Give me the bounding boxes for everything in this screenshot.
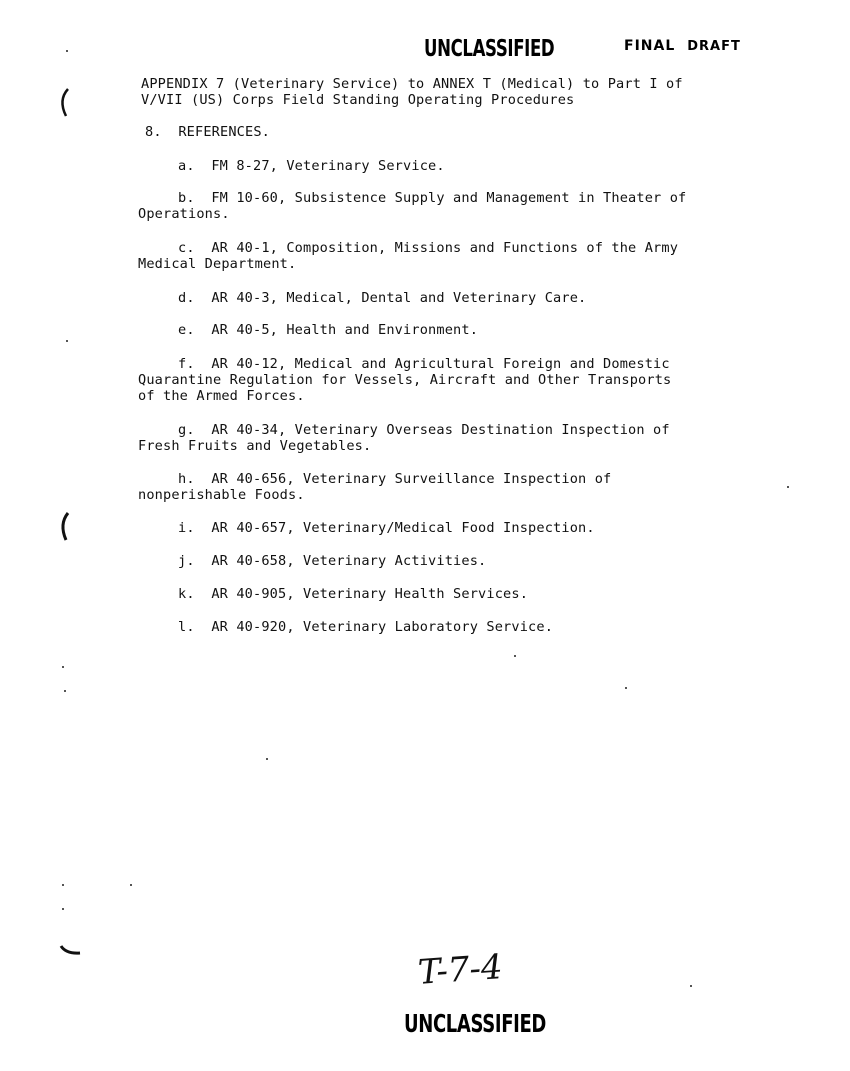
reference-f-cont-2: of the Armed Forces.: [138, 388, 305, 404]
reference-d: d. AR 40-3, Medical, Dental and Veterinary Care.: [178, 290, 587, 306]
scan-speck: [625, 687, 627, 689]
reference-f-cont-1: Quarantine Regulation for Vessels, Aircraft and Other Transports: [138, 372, 672, 388]
reference-g: g. AR 40-34, Veterinary Overseas Destination Inspection of: [178, 422, 670, 438]
scan-speck: [266, 758, 268, 760]
section-heading: 8. REFERENCES.: [145, 124, 271, 140]
binder-hole-mark-icon: [58, 942, 84, 958]
document-title-line-1: APPENDIX 7 (Veterinary Service) to ANNEX T (Medical) to Part I of: [141, 76, 683, 92]
scan-speck: [130, 884, 132, 886]
scan-speck: [66, 50, 68, 52]
binder-hole-mark-icon: [54, 510, 74, 544]
reference-i: i. AR 40-657, Veterinary/Medical Food Inspection.: [178, 520, 595, 536]
scan-speck: [62, 884, 64, 886]
reference-h: h. AR 40-656, Veterinary Surveillance Inspection of: [178, 471, 612, 487]
reference-k: k. AR 40-905, Veterinary Health Services.: [178, 586, 529, 602]
reference-h-cont: nonperishable Foods.: [138, 487, 305, 503]
reference-e: e. AR 40-5, Health and Environment.: [178, 322, 479, 338]
reference-f: f. AR 40-12, Medical and Agricultural Foreign and Domestic: [178, 356, 670, 372]
classification-stamp-top: UNCLASSIFIED: [424, 36, 555, 62]
final-label: FINAL: [624, 38, 676, 54]
reference-b-cont: Operations.: [138, 206, 230, 222]
scan-speck: [66, 340, 68, 342]
draft-label: DRAFT: [687, 39, 741, 54]
reference-c: c. AR 40-1, Composition, Missions and Functions of the Army: [178, 240, 679, 256]
scan-speck: [64, 690, 66, 692]
scan-speck: [514, 655, 516, 657]
binder-hole-mark-icon: [54, 86, 74, 120]
reference-a: a. FM 8-27, Veterinary Service.: [178, 158, 445, 174]
reference-b: b. FM 10-60, Subsistence Supply and Management in Theater of: [178, 190, 687, 206]
draft-status-label: [624, 38, 741, 54]
scan-speck: [62, 908, 64, 910]
reference-c-cont: Medical Department.: [138, 256, 297, 272]
reference-l: l. AR 40-920, Veterinary Laboratory Service.: [178, 619, 554, 635]
document-title-line-2: V/VII (US) Corps Field Standing Operating Procedures: [141, 92, 575, 108]
reference-g-cont: Fresh Fruits and Vegetables.: [138, 438, 372, 454]
scan-speck: [787, 486, 789, 488]
page-number: T-7-4: [416, 947, 504, 993]
scan-speck: [690, 985, 692, 987]
classification-stamp-bottom: UNCLASSIFIED: [404, 1009, 547, 1038]
scan-speck: [62, 666, 64, 668]
reference-j: j. AR 40-658, Veterinary Activities.: [178, 553, 487, 569]
